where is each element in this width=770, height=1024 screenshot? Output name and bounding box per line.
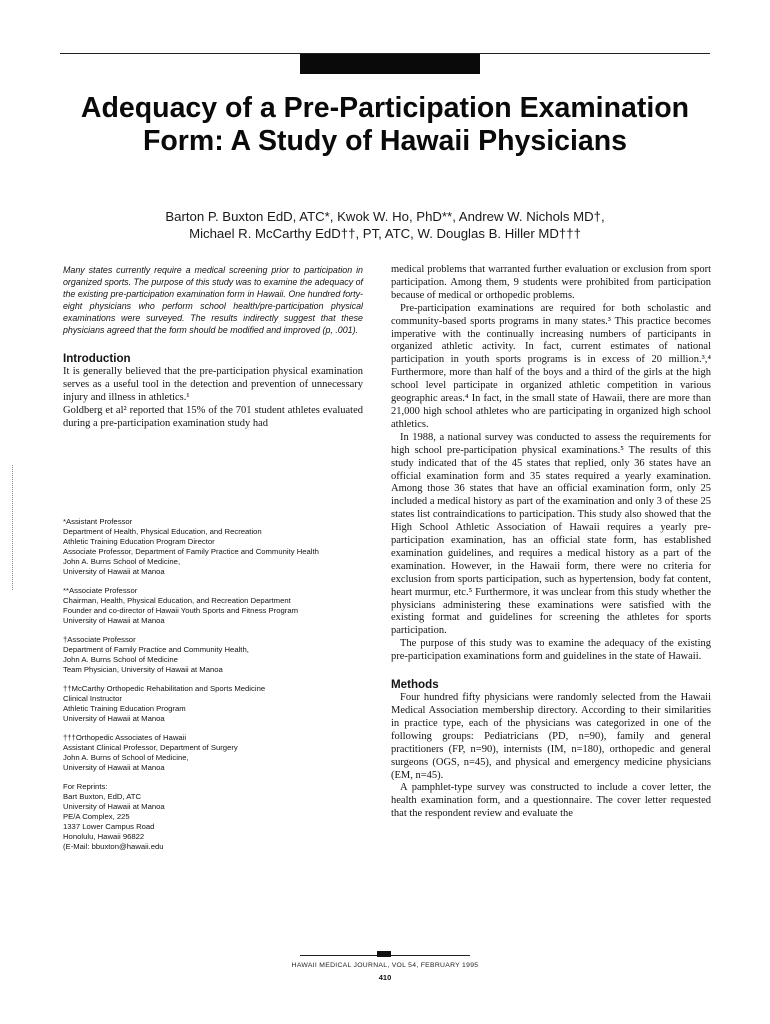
affiliation-line: Associate Professor, Department of Family Practice and Community Health: [63, 547, 319, 556]
affiliation-line: University of Hawaii at Manoa: [63, 714, 165, 723]
author-list: [60, 208, 710, 242]
running-footer: HAWAII MEDICAL JOURNAL, VOL 54, FEBRUARY 1995: [291, 962, 479, 969]
affiliation-note: [63, 782, 323, 852]
affiliation-line: University of Hawaii at Manoa: [63, 802, 165, 811]
author-line: Michael R. McCarthy EdD††, PT, ATC, W. Douglas B. Hiller MD†††: [189, 226, 581, 241]
affiliation-line: John A. Burns School of Medicine,: [63, 557, 181, 566]
affiliation-line: (E-Mail: bbuxton@hawaii.edu: [63, 842, 164, 851]
affiliation-line: Athletic Training Education Program Director: [63, 537, 215, 546]
paragraph: The purpose of this study was to examine the adequacy of the existing pre-participation examinations form and guidelines in the state of Hawaii.: [391, 638, 711, 663]
affiliation-line: Bart Buxton, EdD, ATC: [63, 792, 142, 801]
affiliation-line: †Associate Professor: [63, 635, 136, 644]
author-line: Barton P. Buxton EdD, ATC*, Kwok W. Ho, PhD**, Andrew W. Nichols MD†,: [165, 209, 605, 224]
left-column: [63, 264, 363, 431]
paragraph: In 1988, a national survey was conducted to assess the requirements for high school pre-participation physical examinations.⁵ The results of this study indicated that of the 45 states that replied, only 36 states have an official examination form and 35 states required a yearly examination. Among those 36 states that have an official examination form, only 25 included a medical history as part of the examination and only 3 of these 25 states list contraindications to participation. This study also showed that the High School Athletic Association of Hawaii requires a yearly pre-participation examination, has an official state form, has established examination guidelines, and requires a medical history as a part of the examination. However, in the Hawaii form, there were no criteria for exclusion from sports participation, such as hypertension, body fat content, heart murmur, etc.⁵ Furthermore, it was unclear from this study whether the physicians administering these examinations were satisfied with the existing format and guidelines for screening the athletes for sports participation.: [391, 431, 711, 637]
affiliation-note: [63, 517, 323, 577]
affiliation-note: [63, 586, 323, 626]
paragraph: medical problems that warranted further evaluation or exclusion from sport participation. Among them, 9 students were prohibited from participation because of medical or orthopedic problems.: [391, 264, 711, 301]
affiliation-line: Clinical Instructor: [63, 694, 122, 703]
affiliation-line: PE/A Complex, 225: [63, 812, 130, 821]
page-number: 410: [378, 973, 392, 982]
abstract: Many states currently require a medical screening prior to participation in organized sports. The purpose of this study was to examine the adequacy of the existing pre-participation examination form in Hawaii. One hundred forty-eight physicians who perform school health/pre-participation physical examinations were surveyed. The results indirectly suggest that these physicians agreed that the form should be modified and improved (p, .001).: [63, 265, 363, 335]
affiliation-line: Founder and co-director of Hawaii Youth Sports and Fitness Program: [63, 606, 299, 615]
affiliation-line: **Associate Professor: [63, 586, 138, 595]
affiliation-line: Honolulu, Hawaii 96822: [63, 832, 145, 841]
section-heading-introduction: Introduction: [63, 352, 131, 365]
paragraph: Goldberg et al² reported that 15% of the 701 student athletes evaluated during a pre-participation examination study had: [63, 404, 363, 429]
affiliation-note: [63, 733, 323, 773]
paragraph: It is generally believed that the pre-participation physical examination serves as a useful tool in the detection and prevention of unnecessary injury and illness in athletics.¹: [63, 366, 363, 403]
affiliation-line: 1337 Lower Campus Road: [63, 822, 155, 831]
affiliation-line: Assistant Clinical Professor, Department of Surgery: [63, 743, 238, 752]
author-affiliations: [63, 517, 323, 861]
right-column: [391, 264, 711, 821]
footer-ornament: [377, 951, 391, 957]
affiliation-line: *Assistant Professor: [63, 517, 133, 526]
paragraph: Four hundred fifty physicians were randomly selected from the Hawaii Medical Association membership directory. According to their similarities in practice type, each of the physicians was categorized in one of the following groups: Pediatricians (PD, n=90), family and general practitioners (FP, n=90), internists (IM, n=180), orthopedic and general surgeons (OGS, n=45), and physical and emergency medicine physicians (EM, n=45).: [391, 692, 711, 781]
affiliation-line: Athletic Training Education Program: [63, 704, 186, 713]
affiliation-line: ††McCarthy Orthopedic Rehabilitation and Sports Medicine: [63, 684, 266, 693]
affiliation-note: [63, 635, 323, 675]
affiliation-note: [63, 684, 323, 724]
section-heading-methods: Methods: [391, 678, 439, 692]
affiliation-line: University of Hawaii at Manoa: [63, 616, 165, 625]
affiliation-line: University of Hawaii at Manoa: [63, 567, 165, 576]
article-title: Adequacy of a Pre-Participation Examination Form: A Study of Hawaii Physicians: [80, 92, 690, 157]
affiliation-line: University of Hawaii at Manoa: [63, 763, 165, 772]
margin-scan-mark: [12, 465, 14, 590]
header-black-bar: [300, 54, 480, 74]
affiliation-line: For Reprints:: [63, 782, 108, 791]
affiliation-line: John A. Burns of School of Medicine,: [63, 753, 189, 762]
paragraph: A pamphlet-type survey was constructed to include a cover letter, the health examination form, and a questionnaire. The cover letter requested that the respondent review and evaluate the: [391, 782, 711, 820]
affiliation-line: John A. Burns School of Medicine: [63, 655, 178, 664]
affiliation-line: Department of Family Practice and Community Health,: [63, 645, 249, 654]
affiliation-line: †††Orthopedic Associates of Hawaii: [63, 733, 187, 742]
affiliation-line: Team Physician, University of Hawaii at Manoa: [63, 665, 223, 674]
paragraph: Pre-participation examinations are required for both scholastic and community-based sports programs in many states.³ This practice becomes imperative with the continually increasing numbers of participants in organized athletic activity. In fact, current estimates of national participation in youth sports programs is in excess of 20 million.³,⁴ Furthermore, more than half of the boys and a third of the girls at the high school level participate in organized athletic competition in various geographic areas.⁴ In fact, in the small state of Hawaii, there are more than 21,000 high school athletes who are participating in organized high school athletics.: [391, 302, 711, 430]
affiliation-line: Department of Health, Physical Education, and Recreation: [63, 527, 262, 536]
affiliation-line: Chairman, Health, Physical Education, and Recreation Department: [63, 596, 291, 605]
